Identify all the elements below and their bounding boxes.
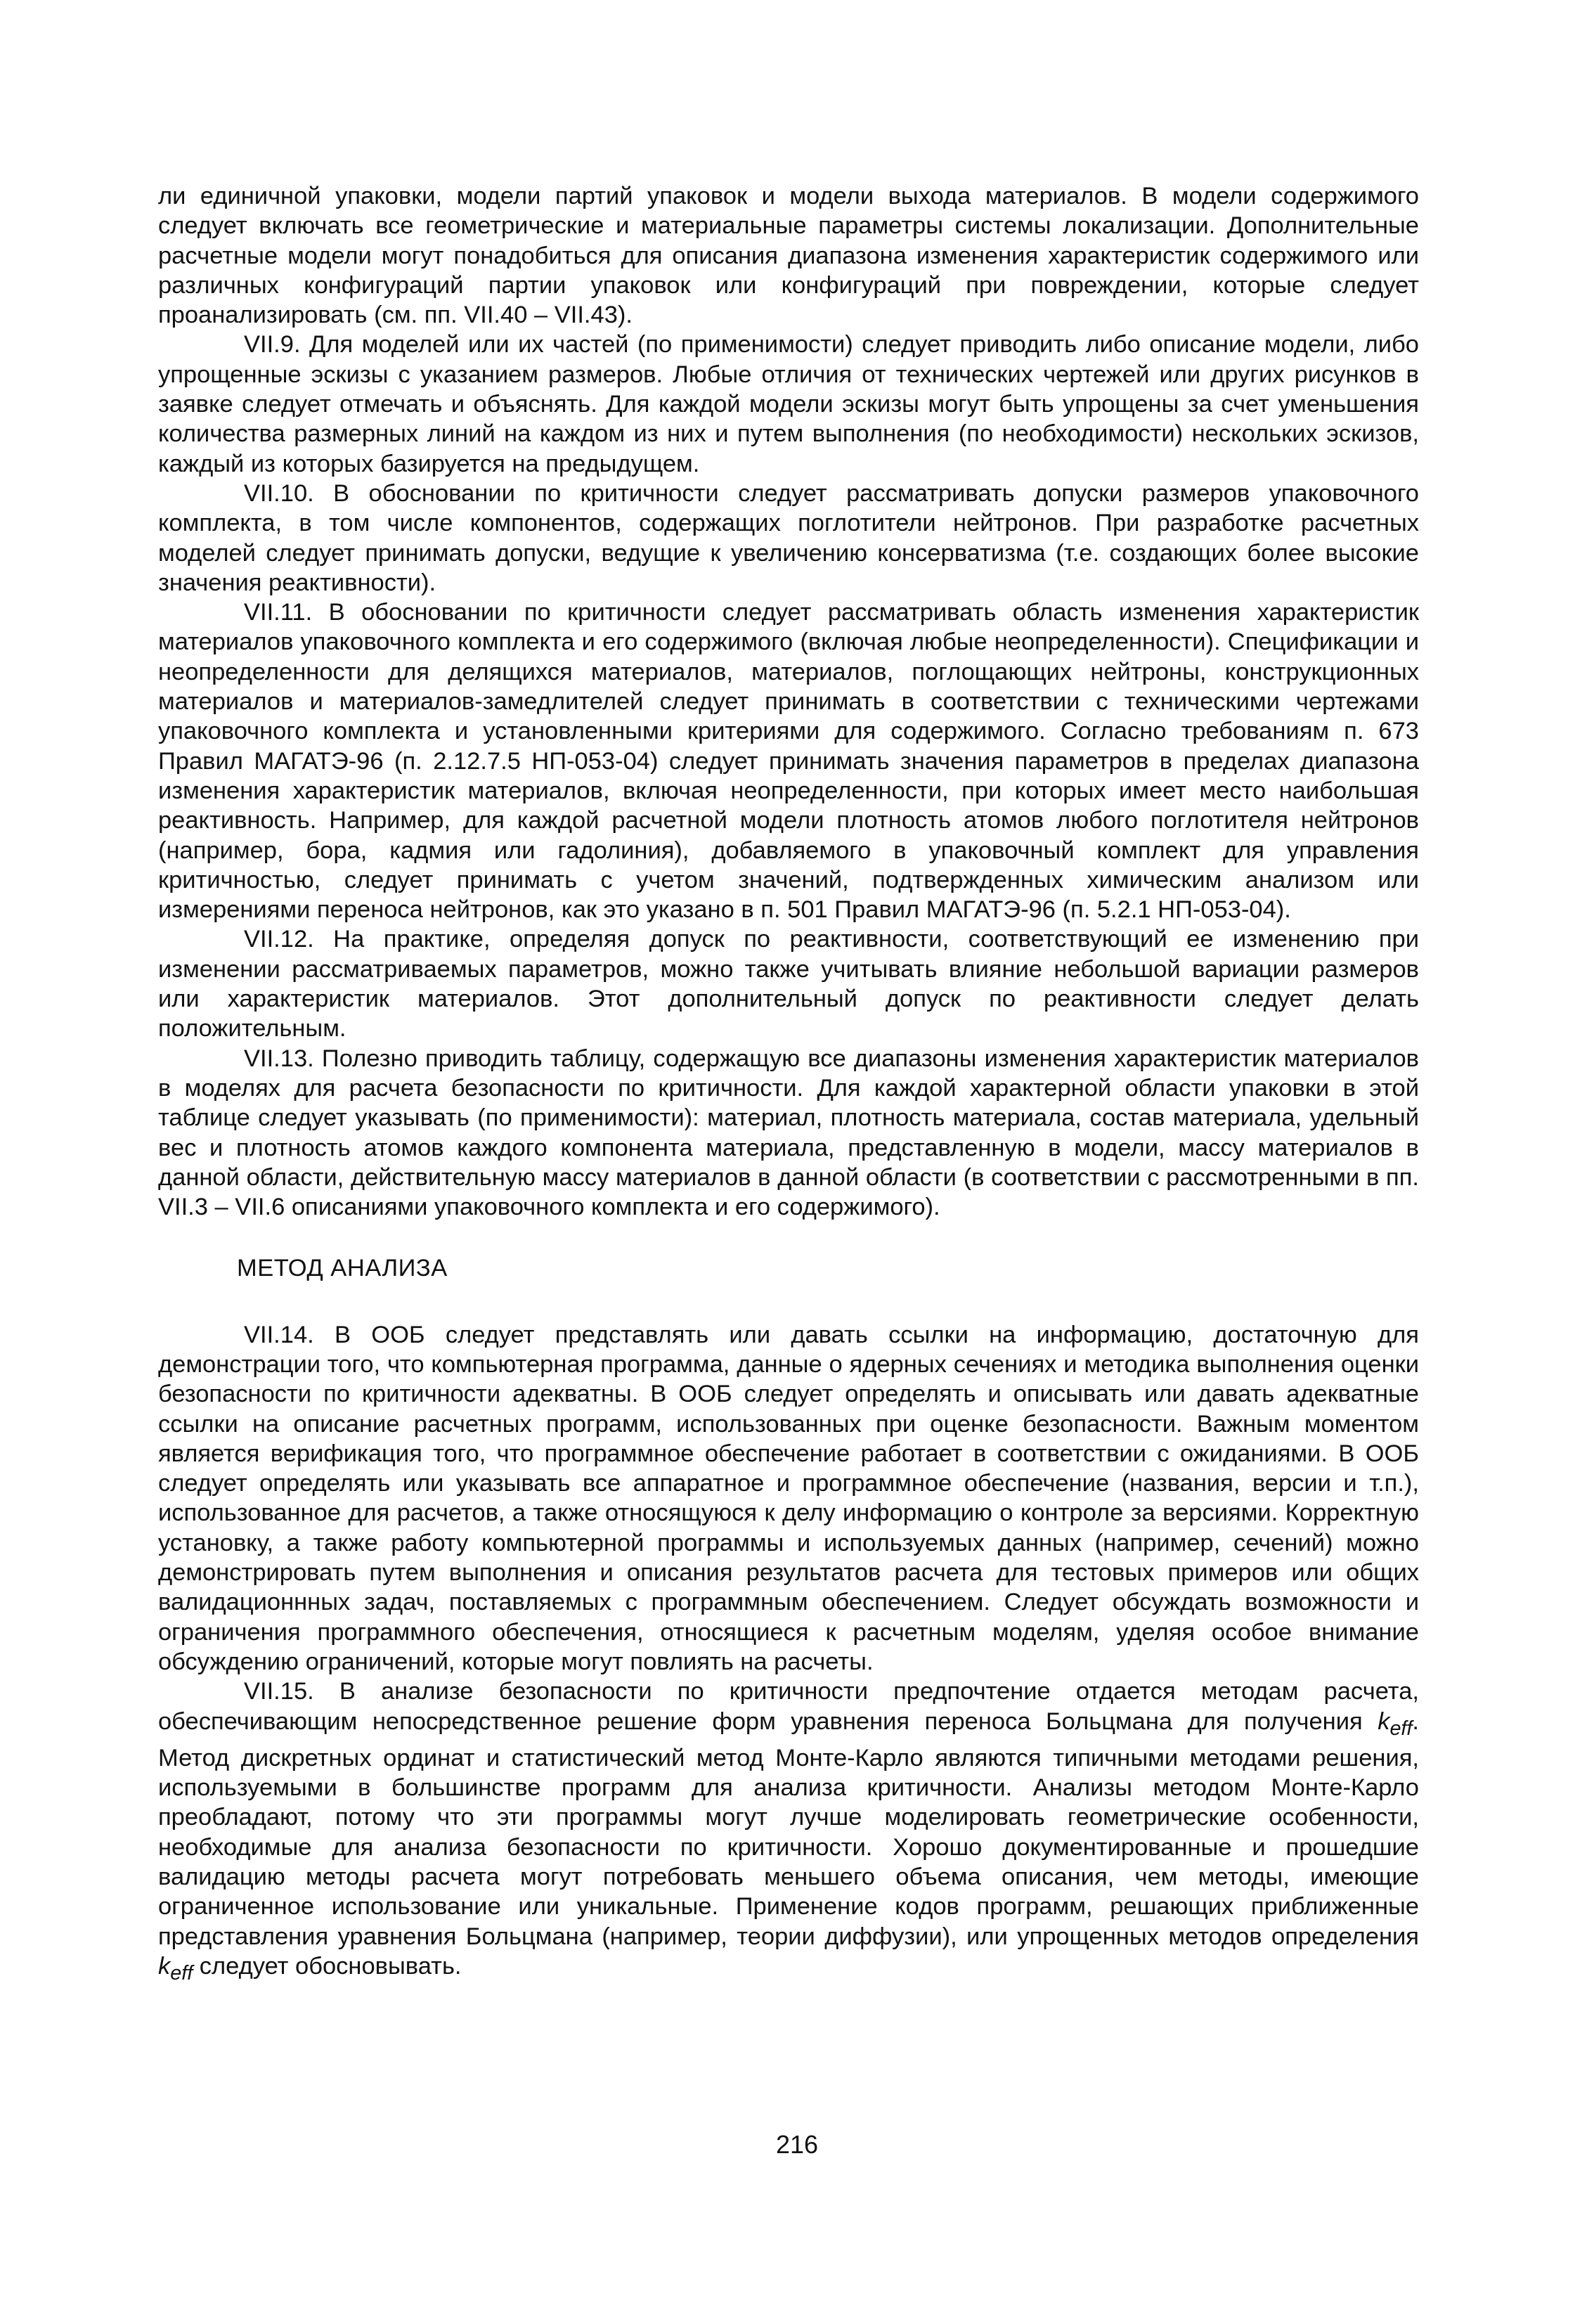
p15-text-2: . Метод дискретных ординат и статистический метод Монте-Карло являются типичными методами решения, используемыми в большинстве программ для анализа критичности. Анализы методом Монте-Карло преобладают, потому что эти программы могут лучше моделировать геометрические особенности, необходимые для анализа безопасности по критичности. Хорошо документированные и прошедшие валидацию методы расчета могут потребовать меньшего объема описания, чем методы, имеющие ограниченное использование или уникальные. Применение кодов программ, решающих приближенные представления уравнения Больцмана (например, теории диффузии), или упрощенных методов определения: [158, 1708, 1419, 1950]
section-heading: МЕТОД АНАЛИЗА: [237, 1255, 448, 1282]
paragraph-vii-10: VII.10. В обосновании по критичности следует рассматривать допуски размеров упаковочного комплекта, в том числе компонентов, содержащих поглотители нейтронов. При разработке расчетных моделей следует принимать допуски, ведущие к увеличению консерватизма (т.е. создающих более высокие значения реактивности).: [158, 479, 1419, 596]
p15-text-3: следует обосновывать.: [193, 1952, 462, 1980]
paragraph-vii-15: [158, 1677, 1419, 1988]
paragraph-vii-12: VII.12. На практике, определяя допуск по реактивности, соответствующий ее изменению при изменении рассматриваемых параметров, можно также учитывать влияние небольшой вариации размеров или характеристик материалов. Этот дополнительный допуск по реактивности следует делать положительным.: [158, 926, 1419, 1042]
paragraph-vii-11: VII.11. В обосновании по критичности следует рассматривать область изменения характеристик материалов упаковочного комплекта и его содержимого (включая любые неопределенности). Спецификации и неопределенности для делящихся материалов, материалов, поглощающих нейтроны, конструкционных материалов и материалов-замедлителей следует принимать в соответствии с техническими чертежами упаковочного комплекта и установленными критериями для содержимого. Согласно требованиям п. 673 Правил МАГАТЭ-96 (п. 2.12.7.5 НП-053-04) следует принимать значения параметров в пределах диапазона изменения характеристик материалов, включая неопределенности, при которых имеет место наибольшая реактивность. Например, для каждой расчетной модели плотность атомов любого поглотителя нейтронов (например, бора, кадмия или гадолиния), добавляемого в упаковочный комплект для управления критичностью, следует принимать с учетом значений, подтвержденных химическим анализом или измерениями переноса нейтронов, как это указано в п. 501 Правил МАГАТЭ-96 (п. 5.2.1 НП-053-04).: [158, 599, 1419, 924]
p15-text-1: VII.15. В анализе безопасности по критичности предпочтение отдается методам расчета, обеспечивающим непосредственное решение форм уравнения переноса Больцмана для получения: [158, 1678, 1419, 1735]
page-number: 216: [775, 2130, 819, 2159]
paragraph-vii-13: VII.13. Полезно приводить таблицу, содержащую все диапазоны изменения характеристик материалов в моделях для расчета безопасности по критичности. Для каждой характерной области упаковки в этой таблице следует указывать (по применимости): материал, плотность материала, состав материала, удельный вес и плотность атомов каждого компонента материала, представленную в модели, массу материалов в данной области, действительную массу материалов в данной области (в соответствии с рассмотренными в пп. VII.3 – VII.6 описаниями упаковочного комплекта и его содержимого).: [158, 1045, 1419, 1221]
paragraph-vii-14: VII.14. В ООБ следует представлять или давать ссылки на информацию, достаточную для демонстрации того, что компьютерная программа, данные о ядерных сечениях и методика выполнения оценки безопасности по критичности адекватны. В ООБ следует определять и описывать или давать адекватные ссылки на описание расчетных программ, использованных при оценке безопасности. Важным моментом является верификация того, что программное обеспечение работает в соответствии с ожиданиями. В ООБ следует определять или указывать все аппаратное и программное обеспечение (названия, версии и т.п.), использованное для расчетов, а также относящуюся к делу информацию о контроле за версиями. Корректную установку, а также работу компьютерной программы и используемых данных (например, сечений) можно демонстрировать путем выполнения и описания результатов расчета для тестовых примеров или общих валидационнных задач, поставляемых с программным обеспечением. Следует обсуждать возможности и ограничения программного обеспечения, относящиеся к расчетным моделям, уделяя особое внимание обсуждению ограничений, которые могут повлиять на расчеты.: [158, 1321, 1419, 1675]
text-body: [158, 181, 1419, 1988]
k-eff-symbol: $k_{eff}$: [1378, 1708, 1413, 1740]
paragraph-continuation: ли единичной упаковки, модели партий упаковок и модели выхода материалов. В модели содержимого следует включать все геометрические и материальные параметры системы локализации. Дополнительные расчетные модели могут понадобиться для описания диапазона изменения характеристик содержимого или различных конфигураций партии упаковок или конфигураций при повреждении, которые следует проанализировать (см. пп. VII.40 – VII.43).: [158, 183, 1419, 329]
paragraph-vii-9: VII.9. Для моделей или их частей (по применимости) следует приводить либо описание модели, либо упрощенные эскизы с указанием размеров. Любые отличия от технических чертежей или других рисунков в заявке следует отмечать и объяснять. Для каждой модели эскизы могут быть упрощены за счет уменьшения количества размерных линий на каждом из них и путем выполнения (по необходимости) нескольких эскизов, каждый из которых базируется на предыдущем.: [158, 331, 1419, 477]
k-eff-symbol: $k_{eff}$: [158, 1952, 193, 1984]
